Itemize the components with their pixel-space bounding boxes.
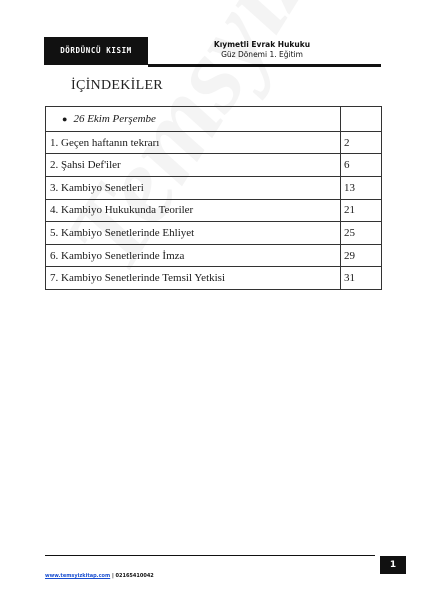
toc-row-page: 21 <box>341 199 382 222</box>
toc-row-page: 2 <box>341 131 382 154</box>
toc-row-page: 31 <box>341 267 382 290</box>
toc-row-title: 4. Kambiyo Hukukunda Teoriler <box>46 199 341 222</box>
toc-row <box>46 131 382 154</box>
toc-row-page: 13 <box>341 176 382 199</box>
toc-section-label: 26 Ekim Perşembe <box>73 112 156 125</box>
footer-rule <box>45 555 375 556</box>
toc-row-page: 29 <box>341 244 382 267</box>
section-label: DÖRDÜNCÜ KISIM <box>44 37 148 65</box>
toc-row <box>46 222 382 245</box>
toc-row <box>46 244 382 267</box>
page-number: 1 <box>380 556 406 574</box>
toc-row <box>46 176 382 199</box>
toc-row-title: 7. Kambiyo Senetlerinde Temsil Yetkisi <box>46 267 341 290</box>
toc-row-title: 5. Kambiyo Senetlerinde Ehliyet <box>46 222 341 245</box>
website-link[interactable]: www.temsyizkitap.com <box>45 573 111 579</box>
toc-row <box>46 267 382 290</box>
footer-contact <box>45 573 154 579</box>
toc-section-cell <box>46 107 341 132</box>
toc-row-title: 3. Kambiyo Senetleri <box>46 176 341 199</box>
course-term: Güz Dönemi 1. Eğitim <box>221 50 303 59</box>
toc-row-title: 2. Şahsi Def'iler <box>46 154 341 177</box>
toc-row-title: 1. Geçen haftanın tekrarı <box>46 131 341 154</box>
toc-row <box>46 199 382 222</box>
bullet-icon: ● <box>62 113 68 124</box>
toc-row-page: 25 <box>341 222 382 245</box>
toc-row-page: 6 <box>341 154 382 177</box>
toc-section-page-cell <box>341 107 382 132</box>
toc-table <box>45 106 382 290</box>
toc-title: İÇİNDEKİLER <box>71 78 163 93</box>
phone-number: 02165410042 <box>115 573 154 579</box>
footer-separator: | <box>111 573 114 579</box>
toc-row <box>46 154 382 177</box>
header-rule <box>148 64 381 67</box>
course-header <box>207 40 317 60</box>
course-title: Kıymetli Evrak Hukuku <box>213 40 311 49</box>
toc-section-row <box>46 107 382 132</box>
toc-row-title: 6. Kambiyo Senetlerinde İmza <box>46 244 341 267</box>
